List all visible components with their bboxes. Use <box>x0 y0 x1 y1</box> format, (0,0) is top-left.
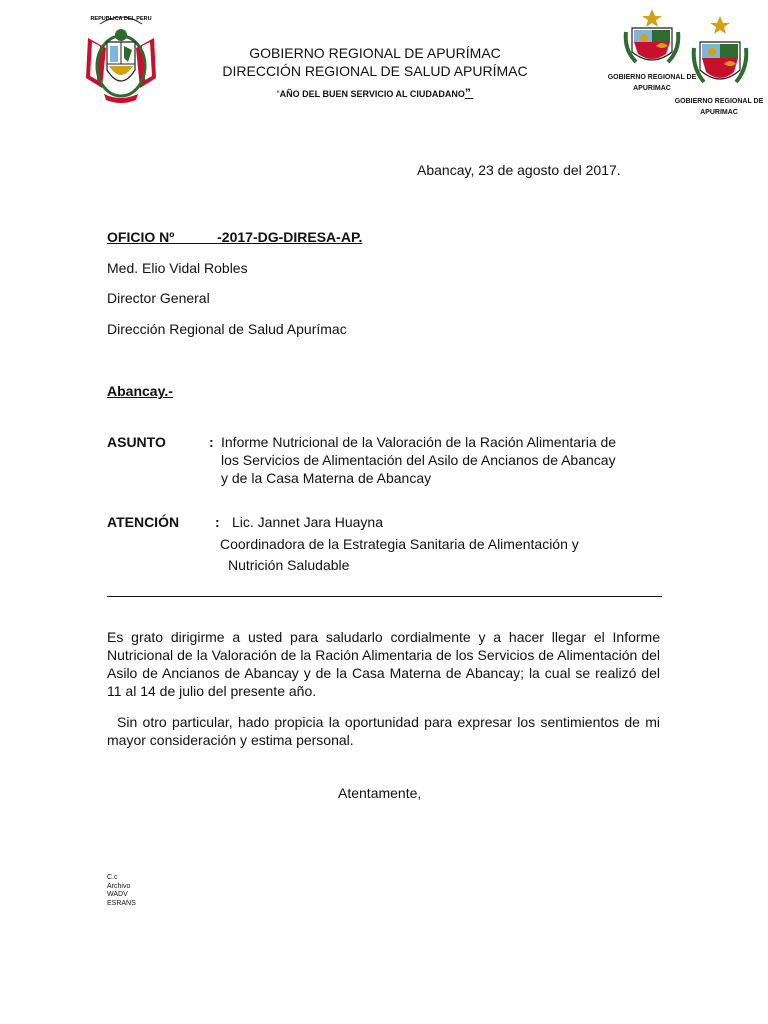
logo-caption-1-line-b: APURIMAC <box>633 85 671 92</box>
date-line: Abancay, 23 de agosto del 2017. <box>417 162 621 178</box>
logo-caption-1 <box>600 72 704 94</box>
motto-text: AÑO DEL BUEN SERVICIO AL CIUDADANO <box>279 89 465 99</box>
cc-item: WADV <box>107 891 128 898</box>
cc-item: Archivo <box>107 882 131 890</box>
body-paragraph-2: Sin otro particular, hado propicia la oportunidad para expresar los sentimientos de mi mayor consideración y estima personal. <box>107 714 660 748</box>
cc-item: C.c <box>107 874 118 881</box>
body-paragraph-1: Es grato dirigirme a usted para saludarlo cordialmente y a hacer llegar el Informe Nutricional de la Valoración de la Ración Alimentaria de los Servicios de Alimentación del Asilo de Ancianos de Abancay y de la Casa Materna de Abancay; la cual se realizó del 11 al 14 de julio del presente año. <box>107 629 660 699</box>
asunto-line-2: los Servicios de Alimentación del Asilo de Ancianos de Abancay <box>221 452 616 468</box>
recipient-title: Director General <box>107 290 210 306</box>
cc-list <box>107 874 136 908</box>
recipient-city: Abancay.- <box>107 383 173 399</box>
logo-caption-2-line-a: GOBIERNO REGIONAL DE <box>674 98 764 105</box>
motto-open-quote: “ <box>276 89 280 99</box>
logo-caption-2-line-b: APURIMAC <box>700 109 738 116</box>
seal-text: REPUBLICA DEL PERU <box>90 16 152 22</box>
asunto-label: ASUNTO <box>107 434 166 450</box>
recipient-name: Med. Elio Vidal Robles <box>107 260 248 276</box>
oficio-line <box>107 228 362 246</box>
oficio-code: -2017-DG-DIRESA-AP. <box>217 229 363 245</box>
atencion-label: ATENCIÓN <box>107 514 180 530</box>
atencion-line-2: Coordinadora de la Estrategia Sanitaria de Alimentación y <box>220 536 579 552</box>
section-divider <box>107 596 662 597</box>
regional-government-logo <box>622 6 682 68</box>
header-line-1: GOBIERNO REGIONAL DE APURÍMAC <box>249 45 501 61</box>
header-motto <box>180 86 570 101</box>
atencion-line-1: Lic. Jannet Jara Huayna <box>232 514 383 530</box>
logo-caption-1-line-a: GOBIERNO REGIONAL DE <box>607 74 697 81</box>
cc-item: ESRANS <box>107 899 136 907</box>
logo-caption-2 <box>670 96 768 118</box>
atencion-line-3: Nutrición Saludable <box>228 557 350 573</box>
recipient-org: Dirección Regional de Salud Apurímac <box>107 321 347 337</box>
motto-close-quote: ” <box>464 86 471 100</box>
header-line-2: DIRECCIÓN REGIONAL DE SALUD APURÍMAC <box>222 63 528 79</box>
peru-coat-of-arms <box>80 8 162 108</box>
asunto-line-3: y de la Casa Materna de Abancay <box>221 470 432 486</box>
closing: Atentamente, <box>338 785 422 801</box>
oficio-prefix: OFICIO Nº <box>107 229 175 245</box>
regional-government-logo-duplicate <box>690 14 750 88</box>
asunto-line-1: Informe Nutricional de la Valoración de la Ración Alimentaria de <box>221 434 617 450</box>
atencion-colon: : <box>215 514 220 530</box>
asunto-colon: : <box>209 434 214 450</box>
